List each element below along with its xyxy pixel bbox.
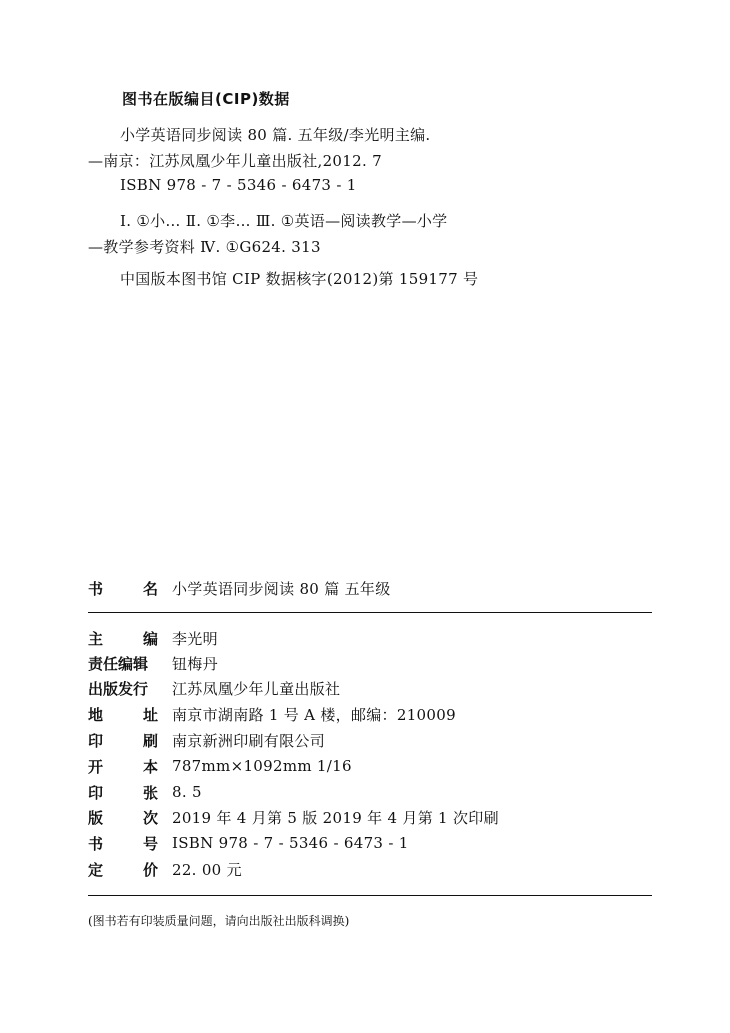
sheets-label: 印 张 [88, 783, 158, 802]
format-row [88, 755, 352, 777]
publisher-label: 出版发行 [88, 679, 149, 698]
cip-line-record-number: 中国版本图书馆 CIP 数据核字(2012)第 159177 号 [120, 270, 479, 288]
cip-line-classification: Ⅰ. ①小… Ⅱ. ①李… Ⅲ. ①英语—阅读教学—小学 [120, 212, 448, 230]
editor-row [88, 627, 218, 649]
divider-top [88, 612, 652, 613]
cip-line-isbn: ISBN 978 - 7 - 5346 - 6473 - 1 [120, 176, 357, 194]
printer-row [88, 729, 325, 751]
isbn-row [88, 832, 409, 854]
sheets-row [88, 781, 202, 803]
responsible-editor-label: 责任编辑 [88, 654, 149, 673]
address-row [88, 703, 456, 725]
isbn-value: ISBN 978 - 7 - 5346 - 6473 - 1 [172, 834, 409, 852]
price-value: 22. 00 元 [172, 860, 242, 879]
responsible-editor-value: 钮梅丹 [172, 654, 218, 673]
edition-value: 2019 年 4 月第 5 版 2019 年 4 月第 1 次印刷 [172, 808, 499, 827]
publisher-row [88, 677, 340, 699]
isbn-label: 书 号 [88, 834, 158, 853]
publisher-value: 江苏凤凰少年儿童出版社 [172, 679, 341, 698]
sheets-value: 8. 5 [172, 783, 202, 801]
cip-line-publisher: —南京：江苏凤凰少年儿童出版社,2012. 7 [88, 152, 382, 170]
editor-value: 李光明 [172, 629, 218, 648]
quality-notice: (图书若有印装质量问题，请向出版社出版科调换) [88, 914, 350, 928]
book-title-value: 小学英语同步阅读 80 篇 五年级 [172, 579, 391, 598]
cip-heading: 图书在版编目(CIP)数据 [122, 90, 290, 108]
edition-label: 版 次 [88, 808, 158, 827]
price-label: 定 价 [88, 860, 158, 879]
printer-label: 印 刷 [88, 731, 158, 750]
format-value: 787mm×1092mm 1/16 [172, 757, 352, 775]
price-row [88, 858, 242, 880]
book-title-row [88, 577, 391, 599]
printer-value: 南京新洲印刷有限公司 [172, 731, 326, 750]
edition-row [88, 806, 499, 828]
format-label: 开 本 [88, 757, 158, 776]
book-title-label: 书 名 [88, 579, 158, 598]
responsible-editor-row [88, 652, 218, 674]
address-value: 南京市湖南路 1 号 A 楼，邮编：210009 [172, 705, 456, 724]
editor-label: 主 编 [88, 629, 158, 648]
cip-line-title-editor: 小学英语同步阅读 80 篇. 五年级/李光明主编. [120, 126, 431, 144]
address-label: 地 址 [88, 705, 158, 724]
divider-bottom [88, 895, 652, 896]
cip-line-classification-cont: —教学参考资料 Ⅳ. ①G624. 313 [88, 238, 321, 256]
